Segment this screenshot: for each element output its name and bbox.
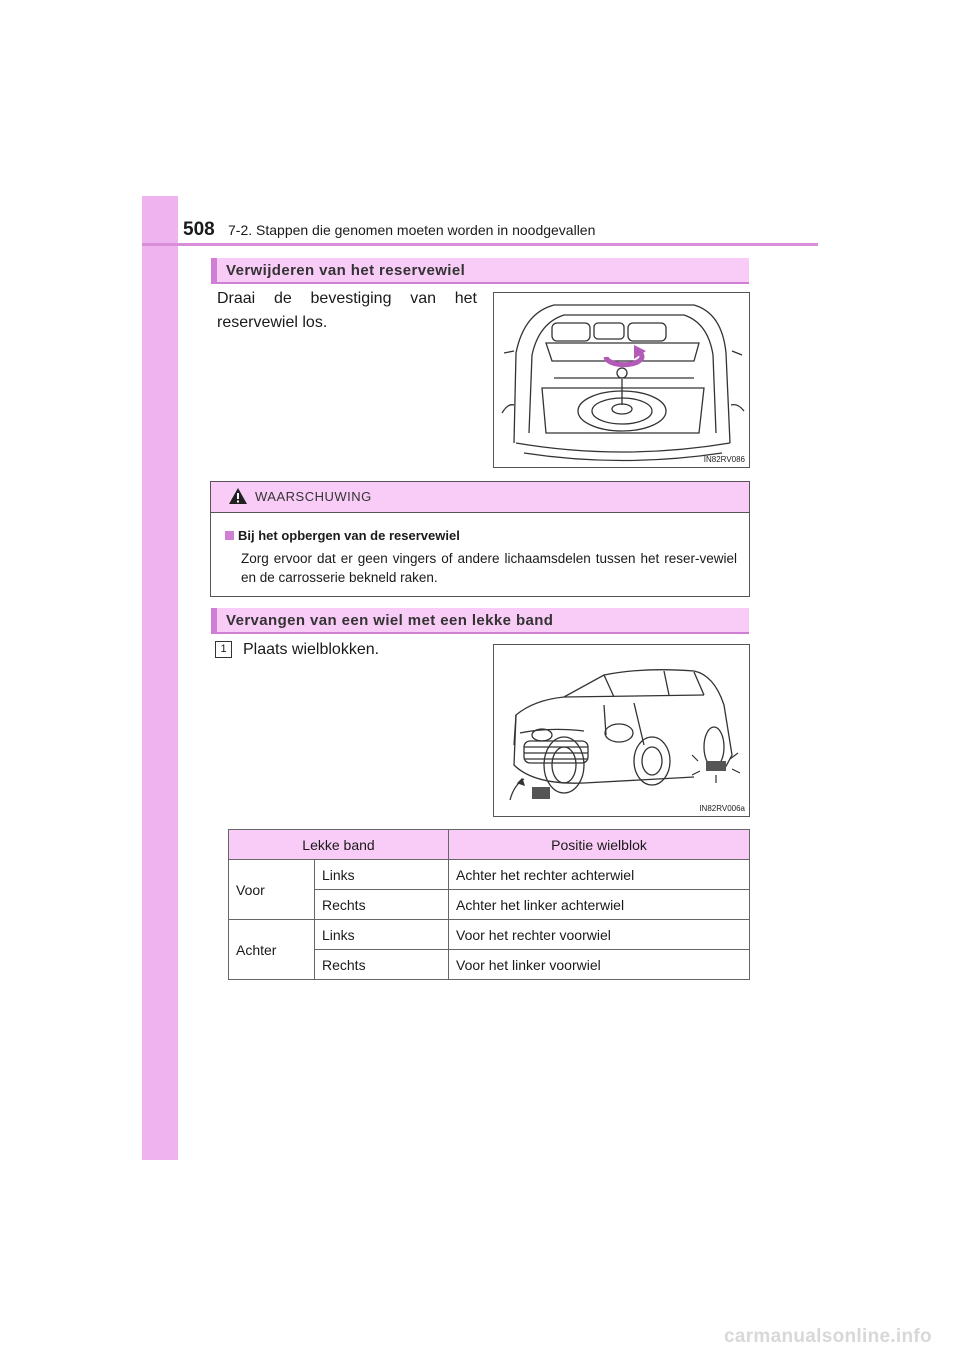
warning-label: WAARSCHUWING (255, 489, 372, 504)
figure-spare-wheel-trunk (493, 292, 750, 468)
warning-header (211, 482, 749, 513)
group-label: Voor (229, 860, 315, 920)
warning-title (225, 528, 460, 543)
warning-title-text: Bij het opbergen van de reservewiel (238, 528, 460, 543)
bullet-square-icon (225, 531, 234, 540)
step-number: 1 (215, 641, 232, 658)
side-cell: Links (315, 920, 449, 950)
warning-triangle-icon (228, 487, 248, 505)
chapter-side-tab (142, 196, 178, 1160)
wheel-chock-table (228, 829, 750, 980)
table-row (229, 920, 750, 950)
car-illustration (494, 645, 750, 817)
table-header-flat-tire: Lekke band (229, 830, 449, 860)
table-header-chock-position: Positie wielblok (449, 830, 750, 860)
step-text: Plaats wielblokken. (243, 641, 380, 658)
chapter-title: 7-2. Stappen die genomen moeten worden in noodgevallen (228, 222, 596, 238)
group-label: Achter (229, 920, 315, 980)
position-cell: Achter het rechter achterwiel (449, 860, 750, 890)
page-number: 508 (183, 219, 215, 240)
figure-wheel-chocks (493, 644, 750, 817)
warning-box (210, 481, 750, 597)
header-rule (142, 243, 818, 246)
table-header-row (229, 830, 750, 860)
warning-body: Zorg ervoor dat er geen vingers of andere lichaamsdelen tussen het reser-vewiel en de carrosserie bekneld raken. (241, 551, 737, 585)
position-cell: Voor het linker voorwiel (449, 950, 750, 980)
side-cell: Rechts (315, 890, 449, 920)
position-cell: Achter het linker achterwiel (449, 890, 750, 920)
instruction-loosen-spare: Draai de bevestiging van het reservewiel los. (217, 290, 477, 331)
trunk-illustration (494, 293, 750, 468)
section-title-spare-wheel: Verwijderen van het reservewiel (211, 258, 749, 284)
side-cell: Rechts (315, 950, 449, 980)
side-cell: Links (315, 860, 449, 890)
section-title-flat-tire: Vervangen van een wiel met een lekke band (211, 608, 749, 634)
figure-code: IN82RV006a (699, 804, 745, 813)
figure-code: IN82RV086 (703, 455, 745, 464)
table-row (229, 860, 750, 890)
footer-watermark: carmanualsonline.info (724, 1326, 932, 1347)
position-cell: Voor het rechter voorwiel (449, 920, 750, 950)
